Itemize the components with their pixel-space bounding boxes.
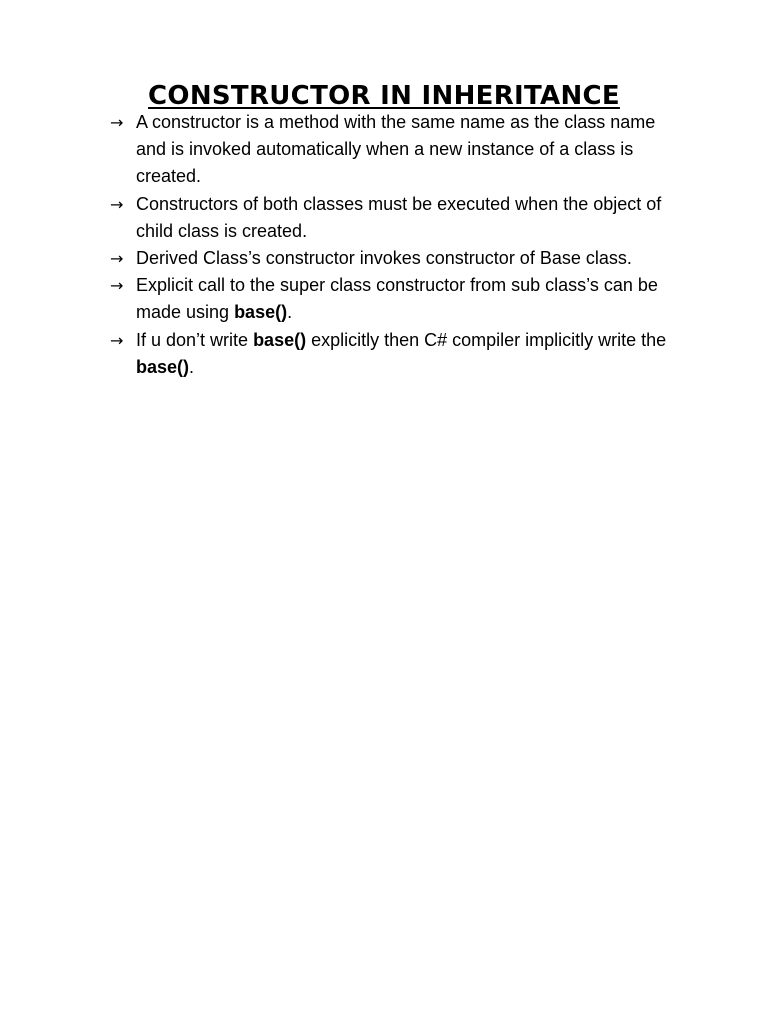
list-item-text xyxy=(136,194,661,241)
text-segment: . xyxy=(189,356,195,377)
code-keyword: base() xyxy=(234,302,288,323)
list-item xyxy=(110,109,690,191)
arrow-bullet-icon: → xyxy=(110,113,124,132)
bullet-list xyxy=(110,109,690,381)
list-item-text xyxy=(136,330,666,377)
text-segment: Constructors of both classes must be executed when the object of child class is created. xyxy=(136,193,662,241)
arrow-bullet-icon: → xyxy=(110,194,124,214)
text-segment: If u don’t write xyxy=(136,329,254,350)
text-segment: . xyxy=(287,302,293,323)
arrow-bullet-icon: → xyxy=(110,276,124,296)
list-item xyxy=(110,245,690,272)
text-segment: Explicit call to the super class constructor from sub class’s can be made using xyxy=(136,275,658,323)
list-item xyxy=(110,191,690,245)
code-keyword: base() xyxy=(253,329,307,350)
page-title-text: CONSTRUCTOR IN INHERITANCE xyxy=(148,81,620,112)
list-item xyxy=(110,327,690,381)
code-keyword: base() xyxy=(136,356,190,377)
list-item-text xyxy=(136,112,655,186)
arrow-bullet-icon: → xyxy=(110,330,124,350)
text-segment: A constructor is a method with the same name as the class name and is invoked automatically when a new instance of a class is created. xyxy=(136,112,656,187)
list-item-text xyxy=(136,248,632,268)
list-item-text xyxy=(136,275,658,322)
text-segment: Derived Class’s constructor invokes constructor of Base class. xyxy=(136,248,632,269)
list-item xyxy=(110,272,690,326)
arrow-bullet-icon: → xyxy=(110,249,124,269)
text-segment: explicitly then C# compiler implicitly write the xyxy=(306,329,667,350)
